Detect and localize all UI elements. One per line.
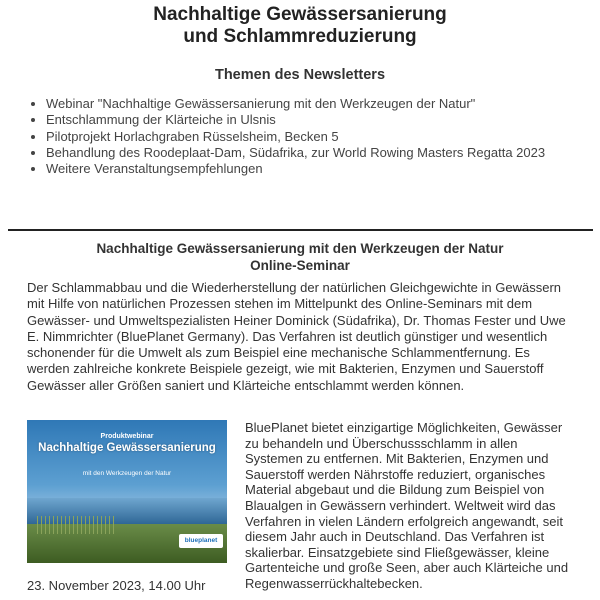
section-divider (8, 229, 593, 231)
topic-item-horlachgraben[interactable]: • Pilotprojekt Horlachgraben Rüsselsheim, Becken 5 (46, 129, 576, 145)
promo-title: Nachhaltige Gewässersanierung (38, 442, 216, 454)
blueplanet-description: BluePlanet bietet einzigartige Möglichkeiten, Gewässer zu behandeln und Überschussschlamm in allen Systemen zu entfernen. Mit Bakterien, Enzymen und Sauerstoff werden Nährstoffe reduziert, organisches Material abgebaut und die Bildung zum Beispiel von Blaualgen in Gewässern verhindert. Weltweit wird das Verfahren in vielen Ländern erfolgreich angewandt, seit diesem Jahr auch in Deutschland. Das Verfahren ist skalierbar. Einsatzgebiete sind Fließgewässer, kleine Gartenteiche und große Seen, aber auch Klärteiche und Regenwasserrückhaltebecken. (245, 420, 569, 591)
webinar-date: 23. November 2023, 14.00 Uhr (27, 578, 206, 593)
reeds (37, 516, 117, 534)
webinar-promo-image[interactable] (27, 420, 227, 563)
newsletter-title-line1: Nachhaltige Gewässersanierung (153, 4, 447, 25)
promo-subtitle: mit den Werkzeugen der Natur (82, 470, 172, 477)
intro-paragraph: Der Schlammabbau und die Wiederherstellung der natürlichen Gleichgewichte in Gewässern mit Hilfe von natürlichen Prozessen stehen im Mittelpunkt des Online-Seminars mit dem Gewässer- und Umweltspezialisten Heiner Dominick (Südafrika), Dr. Thomas Fester und Uwe E. Nimmrichter (BluePlanet Germany). Das Verfahren ist deutlich günstiger und wesentlich schonender für die Umwelt als zum Beispiel eine mechanische Schlammentfernung. Es werden zahlreiche konkrete Beispiele gezeigt, wie mit Bakterien, Enzymen und Sauerstoff Gewässer aller Größen saniert und Klärteiche entschlammt werden können. (27, 280, 566, 393)
topic-item-webinar[interactable]: • Webinar "Nachhaltige Gewässersanierung mit den Werkzeugen der Natur" (46, 96, 576, 112)
newsletter-title-line2: und Schlammreduzierung (183, 26, 417, 47)
newsletter-title (0, 4, 600, 48)
topic-item-events[interactable]: • Weitere Veranstaltungsempfehlungen (46, 161, 576, 177)
section-title-line1: Nachhaltige Gewässersanierung mit den Werkzeugen der Natur (96, 241, 504, 256)
topic-item-ulsnis[interactable]: • Entschlammung der Klärteiche in Ulsnis (46, 112, 576, 128)
themes-heading: Themen des Newsletters (214, 67, 386, 83)
blueplanet-logo: blueplanet (179, 534, 223, 548)
section-title (0, 240, 600, 274)
topic-item-roodeplaat[interactable]: • Behandlung des Roodeplaat-Dam, Südafrika, zur World Rowing Masters Regatta 2023 (46, 145, 576, 161)
promo-small-label: Produktwebinar (100, 433, 154, 440)
topics-list (28, 96, 576, 177)
section-title-line2: Online-Seminar (250, 258, 350, 273)
